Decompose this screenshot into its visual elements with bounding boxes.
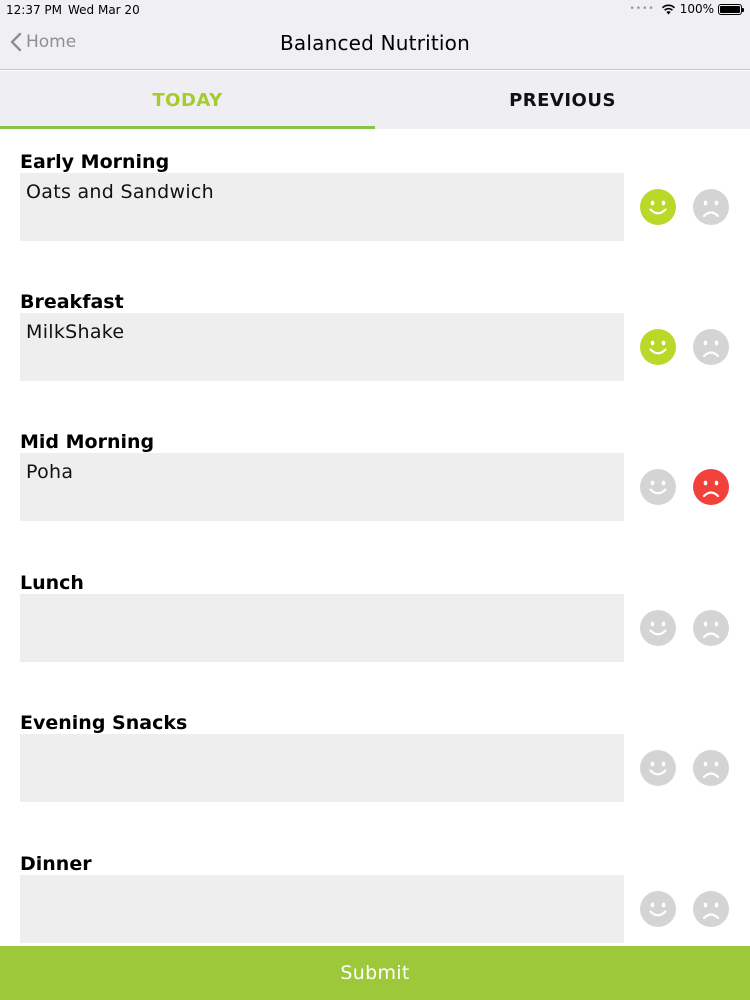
meal-input-evening-snacks[interactable]	[20, 734, 624, 802]
cellular-dots-icon: ••••	[629, 4, 655, 14]
smiley-face-icon[interactable]	[640, 469, 676, 505]
status-time: 12:37 PM	[6, 3, 62, 17]
sad-face-icon[interactable]	[693, 469, 729, 505]
status-right	[629, 2, 742, 16]
sad-face-icon[interactable]	[693, 189, 729, 225]
page-title: Balanced Nutrition	[280, 31, 470, 55]
sad-face-icon[interactable]	[693, 329, 729, 365]
meal-input-early-morning[interactable]: Oats and Sandwich	[20, 173, 624, 241]
meal-input-mid-morning[interactable]: Poha	[20, 453, 624, 521]
status-bar	[0, 0, 750, 20]
meal-label: Early Morning	[20, 151, 170, 173]
meal-section-evening-snacks	[0, 712, 750, 852]
sad-face-icon[interactable]	[693, 610, 729, 646]
meal-input-dinner[interactable]	[20, 875, 624, 943]
meal-label: Breakfast	[20, 291, 124, 313]
smiley-face-icon[interactable]	[640, 610, 676, 646]
smiley-face-icon[interactable]	[640, 189, 676, 225]
smiley-face-icon[interactable]	[640, 891, 676, 927]
smiley-face-icon[interactable]	[640, 329, 676, 365]
meal-label: Evening Snacks	[20, 712, 188, 734]
smiley-face-icon[interactable]	[640, 750, 676, 786]
battery-icon	[718, 4, 742, 15]
meal-input-lunch[interactable]	[20, 594, 624, 662]
sad-face-icon[interactable]	[693, 891, 729, 927]
meal-section-lunch	[0, 572, 750, 712]
meal-section-mid-morning	[0, 431, 750, 571]
status-date: Wed Mar 20	[68, 3, 140, 17]
battery-percent: 100%	[679, 2, 714, 16]
tab-today[interactable]: TODAY	[0, 71, 375, 129]
sad-face-icon[interactable]	[693, 750, 729, 786]
meal-input-breakfast[interactable]: MilkShake	[20, 313, 624, 381]
meal-label: Dinner	[20, 853, 92, 875]
meal-section-early-morning	[0, 151, 750, 291]
meal-label: Mid Morning	[20, 431, 155, 453]
meal-label: Lunch	[20, 572, 84, 594]
submit-button[interactable]: Submit	[0, 946, 750, 1000]
tab-previous[interactable]: PREVIOUS	[509, 89, 616, 111]
meal-section-breakfast	[0, 291, 750, 431]
navigation-bar	[0, 20, 750, 70]
back-label: Home	[26, 32, 77, 52]
wifi-icon	[661, 3, 676, 15]
tab-bar	[0, 71, 750, 129]
